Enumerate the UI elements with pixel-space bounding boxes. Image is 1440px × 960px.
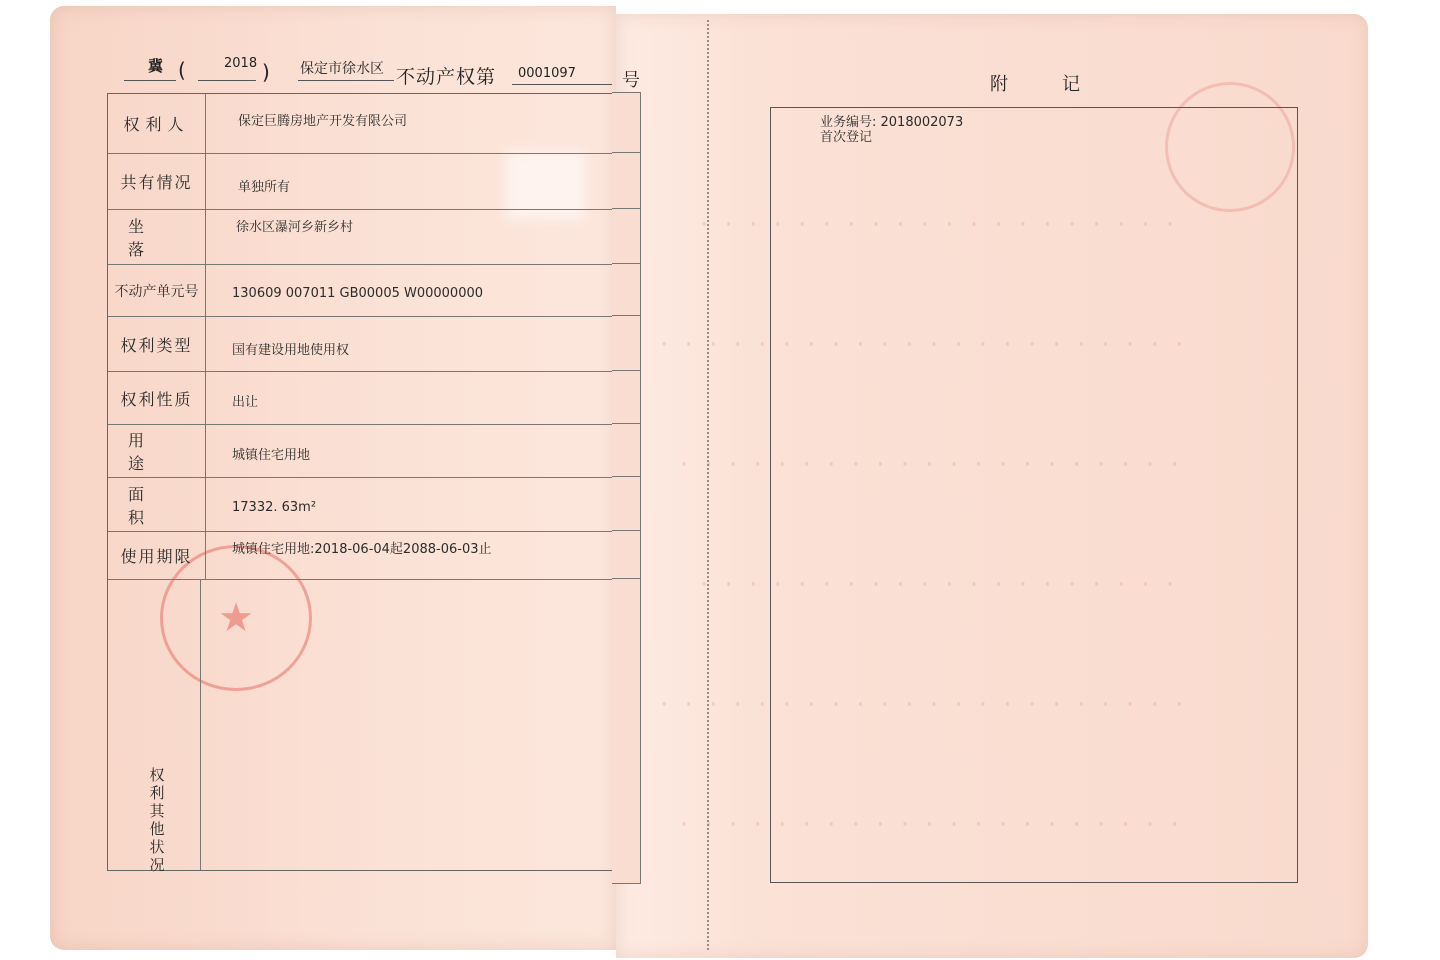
- header-paren-open: (: [178, 58, 186, 82]
- registration-type: 首次登记: [820, 130, 873, 145]
- watermark-line: · · · · · · · · · · · · · · · · · · · · ·: [680, 810, 1183, 840]
- seal-star-icon: ★: [218, 595, 254, 641]
- annex-title-char: 记: [1062, 74, 1080, 95]
- table-flap: [612, 92, 641, 884]
- table-row: [108, 154, 614, 210]
- row-value: 单独所有: [238, 180, 291, 195]
- annex-title-char: 附: [990, 74, 1008, 95]
- row-value: 国有建设用地使用权: [232, 343, 350, 358]
- watermark-line: · · · · · · · · · · · · · · · · · · · ·: [700, 570, 1179, 600]
- table-row: [108, 372, 614, 425]
- row-label: 面积: [108, 478, 206, 531]
- certificate-table: [107, 93, 613, 874]
- watermark-line: · · · · · · · · · · · · · · · · · · · · · ·: [660, 330, 1188, 360]
- underline: [198, 80, 256, 81]
- row-label: 不动产单元号: [108, 265, 206, 316]
- row-label: 用途: [108, 425, 206, 477]
- row-label: 权利人: [108, 94, 206, 153]
- header-suffix: 号: [622, 70, 640, 91]
- underline: [298, 80, 394, 81]
- underline: [124, 80, 176, 81]
- row-label: 坐落: [108, 210, 206, 264]
- header-title: 不动产权第: [396, 66, 497, 88]
- row-value: 城镇住宅用地:2018-06-04起2088-06-03止: [232, 542, 492, 557]
- row-value: 17332. 63m²: [232, 500, 317, 515]
- header-paren-close: ): [262, 60, 270, 84]
- row-value: 出让: [232, 395, 259, 410]
- row-label: 权利类型: [108, 317, 206, 371]
- table-row: [108, 532, 614, 580]
- row-label: 使用期限: [108, 532, 206, 579]
- watermark-line: · · · · · · · · · · · · · · · · · · · · ·: [680, 450, 1183, 480]
- header-number: 0001097: [518, 66, 576, 81]
- row-value: 130609 007011 GB00005 W00000000: [232, 286, 484, 301]
- business-number: 业务编号: 2018002073: [820, 115, 964, 130]
- other-status-cell: [108, 580, 614, 874]
- row-value: 徐水区瀑河乡新乡村: [236, 220, 354, 235]
- row-label: 共有情况: [108, 154, 206, 209]
- header-year: 2018: [224, 56, 258, 71]
- table-row: [108, 478, 614, 532]
- table-row: [108, 317, 614, 372]
- other-status-label: 权 利 其 他 状 况: [149, 766, 165, 874]
- header-province: 冀: [148, 57, 164, 75]
- row-label: 权利性质: [108, 372, 206, 424]
- annex-box: [770, 107, 1298, 883]
- table-row: [108, 425, 614, 478]
- header-city: 保定市徐水区: [300, 61, 384, 77]
- table-row: [108, 94, 614, 154]
- underline: [512, 84, 612, 85]
- watermark-line: · · · · · · · · · · · · · · · · · · · ·: [700, 210, 1179, 240]
- binding-fold: [707, 20, 709, 950]
- table-row: [108, 265, 614, 317]
- row-value: 保定巨腾房地产开发有限公司: [238, 114, 408, 129]
- watermark-line: · · · · · · · · · · · · · · · · · · · · · ·: [660, 690, 1188, 720]
- row-value: 城镇住宅用地: [232, 448, 311, 463]
- other-status-label-cell: [108, 580, 201, 874]
- table-row: [108, 210, 614, 265]
